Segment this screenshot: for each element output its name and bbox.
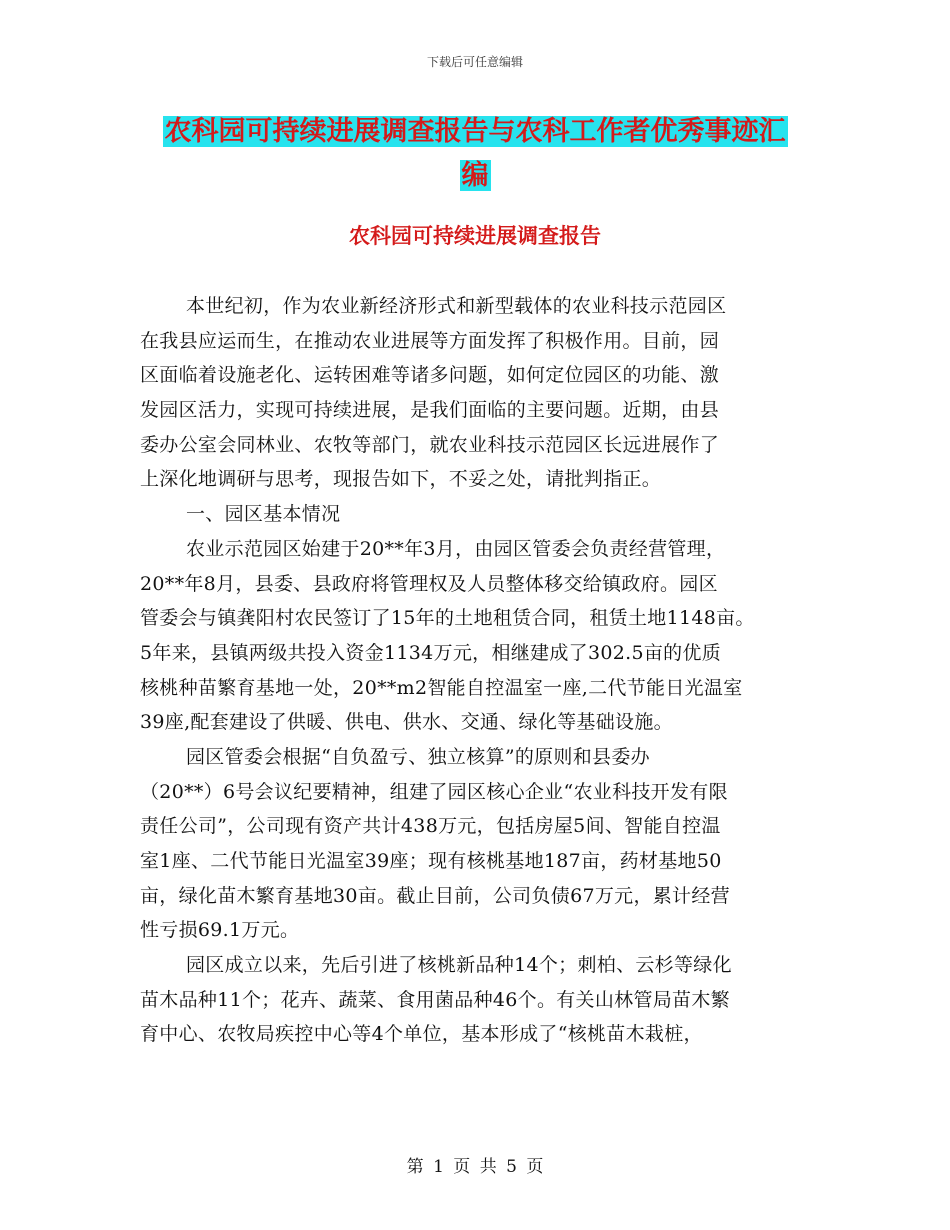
page-header-note: 下载后可任意编辑 [426, 55, 523, 69]
body-line: 5年来，县镇两级共投入资金1134万元，相继建成了302.5亩的优质 [140, 641, 722, 664]
body-line: 39座,配套建设了供暖、供电、供水、交通、绿化等基础设施。 [140, 711, 673, 734]
body-line: 在我县应运而生，在推动农业进展等方面发挥了积极作用。目前，园 [140, 329, 720, 352]
page-number: 第 1 页 共 5 页 [406, 1157, 544, 1177]
body-line: 发园区活力，实现可持续进展，是我们面临的主要问题。近期，由县 [140, 399, 720, 422]
body-line: 育中心、农牧局疾控中心等4个单位，基本形成了“核桃苗木栽桩， [140, 1023, 703, 1046]
section-title: 农科园可持续进展调查报告 [349, 224, 601, 248]
body-line: 性亏损69.1万元。 [140, 919, 300, 942]
body-line: （20**）6号会议纪要精神，组建了园区核心企业“农业科技开发有限 [140, 780, 728, 803]
body-line: 上深化地调研与思考，现报告如下，不妥之处，请批判指正。 [140, 468, 662, 491]
body-line: 区面临着设施老化、运转困难等诸多问题，如何定位园区的功能、激 [140, 364, 720, 387]
body-line: 委办公室会同林业、农牧等部门，就农业科技示范园区长远进展作了 [140, 433, 720, 456]
body-line: 责任公司”，公司现有资产共计438万元，包括房屋5间、智能自控温 [140, 815, 721, 838]
body-line: 园区管委会根据“自负盈亏、独立核算”的原则和县委办 [186, 745, 650, 768]
document-title-line-1: 农科园可持续进展调查报告与农科工作者优秀事迹汇 [164, 116, 786, 147]
section-heading: 一、园区基本情况 [186, 503, 341, 526]
document-body [140, 289, 810, 1052]
body-line: 管委会与镇龚阳村农民签订了15年的土地租赁合同，租赁土地1148亩。 [140, 607, 755, 630]
body-line: 20**年8月，县委、县政府将管理权及人员整体移交给镇政府。园区 [140, 572, 718, 595]
body-line: 苗木品种11个；花卉、蔬菜、食用菌品种46个。有关山林管局苗木繁 [140, 988, 730, 1011]
document-title [140, 110, 810, 198]
body-line: 农业示范园区始建于20**年3月，由园区管委会负责经营管理， [186, 537, 726, 560]
body-line: 室1座、二代节能日光温室39座；现有核桃基地187亩，药材基地50 [140, 850, 722, 872]
body-line: 核桃种苗繁育基地一处，20**m2智能自控温室一座,二代节能日光温室 [140, 676, 743, 699]
body-line: 园区成立以来，先后引进了核桃新品种14个；刺柏、云杉等绿化 [186, 954, 732, 977]
body-line: 本世纪初，作为农业新经济形式和新型载体的农业科技示范园区 [186, 295, 727, 317]
document-title-line-2: 编 [461, 160, 489, 191]
body-line: 亩，绿化苗木繁育基地30亩。截止目前，公司负债67万元，累计经营 [140, 884, 730, 907]
